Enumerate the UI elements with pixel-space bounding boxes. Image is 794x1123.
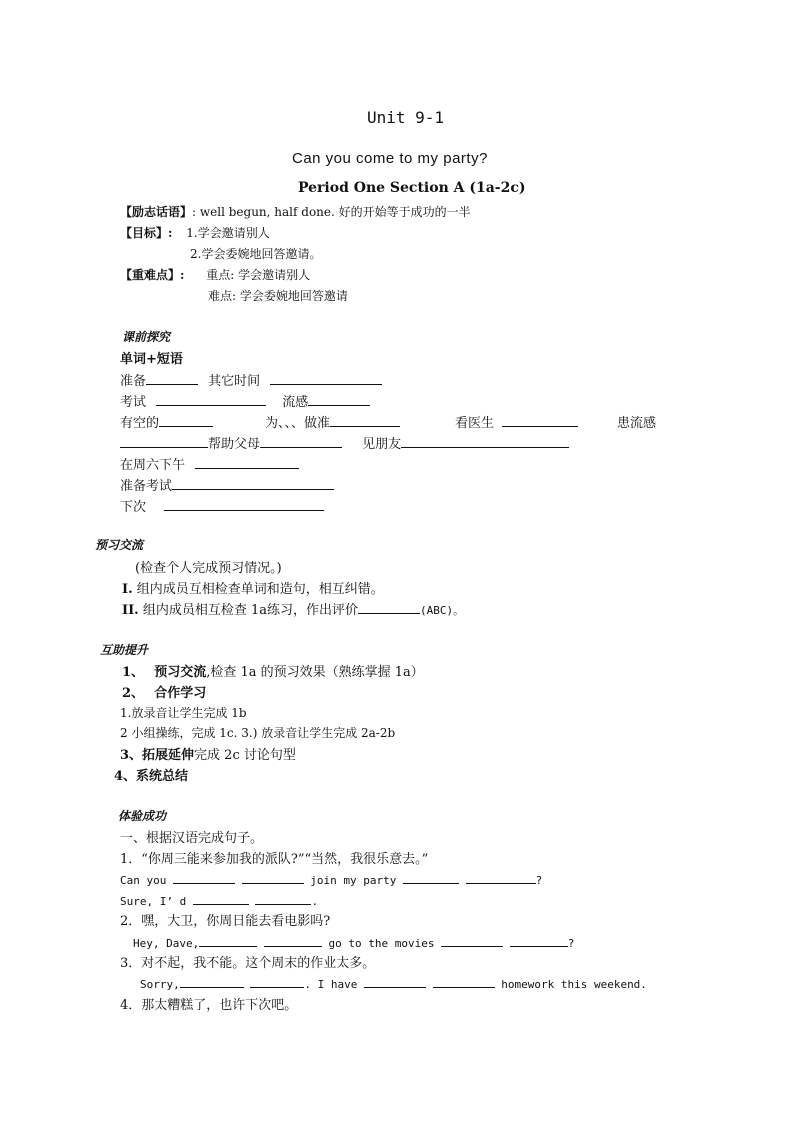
exchange-item-2-text: 组内成员相互检查 1a练习，作出评价 [142, 603, 358, 618]
vocab-prepare: 准备 [120, 374, 147, 389]
q1-en2-b: . [311, 895, 319, 908]
practice-heading: 体验成功 [118, 809, 167, 823]
improve-step-3-title: 3、拓展延伸 [120, 748, 195, 763]
unit-title: Unit 9-1 [367, 108, 445, 127]
blank[interactable] [270, 371, 382, 385]
blank[interactable] [255, 891, 311, 905]
question-3-en [140, 974, 647, 991]
vocab-heading: 单词+短语 [120, 352, 183, 367]
blank[interactable] [308, 392, 370, 406]
blank[interactable] [242, 870, 304, 884]
blank[interactable] [264, 933, 322, 947]
blank[interactable] [330, 413, 400, 427]
vocab-row-5 [120, 454, 299, 473]
vocab-prepare-for: 为、、、做准 [265, 416, 331, 431]
vocab-meet-friends: 见朋友 [362, 437, 402, 452]
vocab-prepare-exam: 准备考试 [120, 479, 173, 494]
vocab-row-4 [120, 433, 569, 452]
q1-en-a: Can you [120, 874, 167, 887]
exchange-note: (检查个人完成预习情况。) [135, 561, 282, 576]
improve-step-2-line-2: 2 小组操练，完成 1c. 3.) 放录音让学生完成 2a-2b [120, 726, 396, 740]
vocab-saturday-afternoon: 在周六下午 [120, 458, 186, 473]
vocab-next-time: 下次 [120, 500, 147, 515]
exchange-item-1-num: I. [122, 582, 133, 597]
blank[interactable] [260, 434, 342, 448]
exchange-item-2 [122, 599, 464, 618]
exchange-item-2-num: II. [122, 603, 139, 618]
vocab-row-1 [120, 370, 382, 389]
blank[interactable] [401, 434, 569, 448]
exchange-item-1-text: 组内成员互相检查单词和造句，相互纠错。 [136, 582, 384, 597]
question-1-en [120, 870, 542, 887]
blank[interactable] [441, 933, 503, 947]
q3-en-a: Sorry, [140, 978, 180, 991]
vocab-help-parents: 帮助父母 [208, 437, 261, 452]
preview-heading: 课前探究 [122, 330, 171, 344]
q2-en-c: ? [567, 937, 575, 950]
improve-step-2-line-1: 1.放录音让学生完成 1b [120, 706, 247, 720]
q2-en-a: Hey, Dave, [133, 937, 200, 950]
improve-step-1-title: 预习交流 [154, 665, 207, 680]
lesson-subtitle: Can you come to my party? [292, 150, 488, 167]
blank[interactable] [180, 974, 244, 988]
motto-line [120, 203, 471, 220]
blank[interactable] [146, 371, 198, 385]
blank[interactable] [433, 974, 495, 988]
q1-en-c: ? [535, 874, 543, 887]
blank[interactable] [172, 476, 334, 490]
q3-en-c: homework this weekend. [501, 978, 647, 991]
blank[interactable] [403, 870, 459, 884]
blank[interactable] [195, 455, 299, 469]
goal-label: 【目标】: [120, 226, 173, 240]
exchange-item-2-grade: (ABC)。 [420, 604, 465, 617]
blank[interactable] [466, 870, 536, 884]
improve-step-3-text: 完成 2c 讨论句型 [194, 748, 296, 763]
practice-instruction: 一、根据汉语完成句子。 [120, 831, 264, 846]
blank[interactable] [120, 434, 208, 448]
question-2-cn: 2．嘿，大卫，你周日能去看电影吗? [120, 914, 331, 929]
improve-step-4: 4、系统总结 [114, 769, 189, 784]
goal-2: 2.学会委婉地回答邀请。 [190, 247, 322, 261]
improve-step-2 [122, 682, 206, 701]
question-2-en [133, 933, 574, 950]
blank[interactable] [250, 974, 304, 988]
question-1-en-2 [120, 891, 318, 908]
improve-step-1-text: ,检查 1a 的预习效果（熟练掌握 1a） [206, 665, 424, 680]
goal-1: 1.学会邀请别人 [186, 226, 270, 240]
question-3-cn: 3．对不起，我不能。这个周末的作业太多。 [120, 956, 376, 971]
vocab-row-3 [120, 412, 213, 431]
exchange-heading: 预习交流 [95, 538, 144, 552]
vocab-other-time: 其它时间 [208, 374, 261, 389]
improve-step-2-num: 2、 [122, 686, 145, 701]
vocab-row-7 [120, 496, 324, 515]
blank[interactable] [193, 891, 249, 905]
vocab-prepare-for-group [265, 412, 400, 431]
blank[interactable] [164, 497, 324, 511]
motto-text: : well begun, half done. 好的开始等于成功的一半 [192, 205, 471, 219]
vocab-flu: 流感 [282, 395, 309, 410]
improve-step-3 [120, 744, 296, 763]
blank[interactable] [159, 413, 213, 427]
vocab-row-6 [120, 475, 334, 494]
q1-en2-a: Sure, I’ d [120, 895, 187, 908]
vocab-see-doctor: 看医生 [455, 416, 495, 431]
question-4-cn: 4．那太糟糕了，也许下次吧。 [120, 998, 298, 1013]
vocab-row-2 [120, 391, 370, 410]
goal-line [120, 224, 270, 241]
blank[interactable] [510, 933, 568, 947]
blank[interactable] [364, 974, 426, 988]
blank[interactable] [156, 392, 266, 406]
improve-step-1 [122, 661, 424, 680]
vocab-get-flu: 患流感 [617, 416, 657, 431]
improve-heading: 互助提升 [100, 643, 149, 657]
blank[interactable] [173, 870, 235, 884]
difficult-point: 难点: 学会委婉地回答邀请 [208, 289, 348, 303]
vocab-available: 有空的 [120, 416, 160, 431]
q1-en-b: join my party [310, 874, 397, 887]
blank[interactable] [199, 933, 257, 947]
exchange-item-1 [122, 578, 384, 597]
blank[interactable] [502, 413, 578, 427]
vocab-exam: 考试 [120, 395, 147, 410]
key-line [120, 266, 310, 283]
motto-label: 【励志话语】 [120, 205, 193, 219]
blank[interactable] [358, 600, 420, 614]
q3-en-b: . I have [304, 978, 358, 991]
vocab-see-doctor-group [455, 412, 578, 431]
question-1-cn: 1．“你周三能来参加我的派队?”“当然，我很乐意去。” [120, 852, 429, 867]
q2-en-b: go to the movies [328, 937, 435, 950]
improve-step-2-title: 合作学习 [154, 686, 207, 701]
key-point: 重点: 学会邀请别人 [206, 268, 311, 282]
key-label: 【重难点】: [120, 268, 185, 282]
period-title: Period One Section A (1a-2c) [298, 180, 526, 196]
improve-step-1-num: 1、 [122, 665, 145, 680]
